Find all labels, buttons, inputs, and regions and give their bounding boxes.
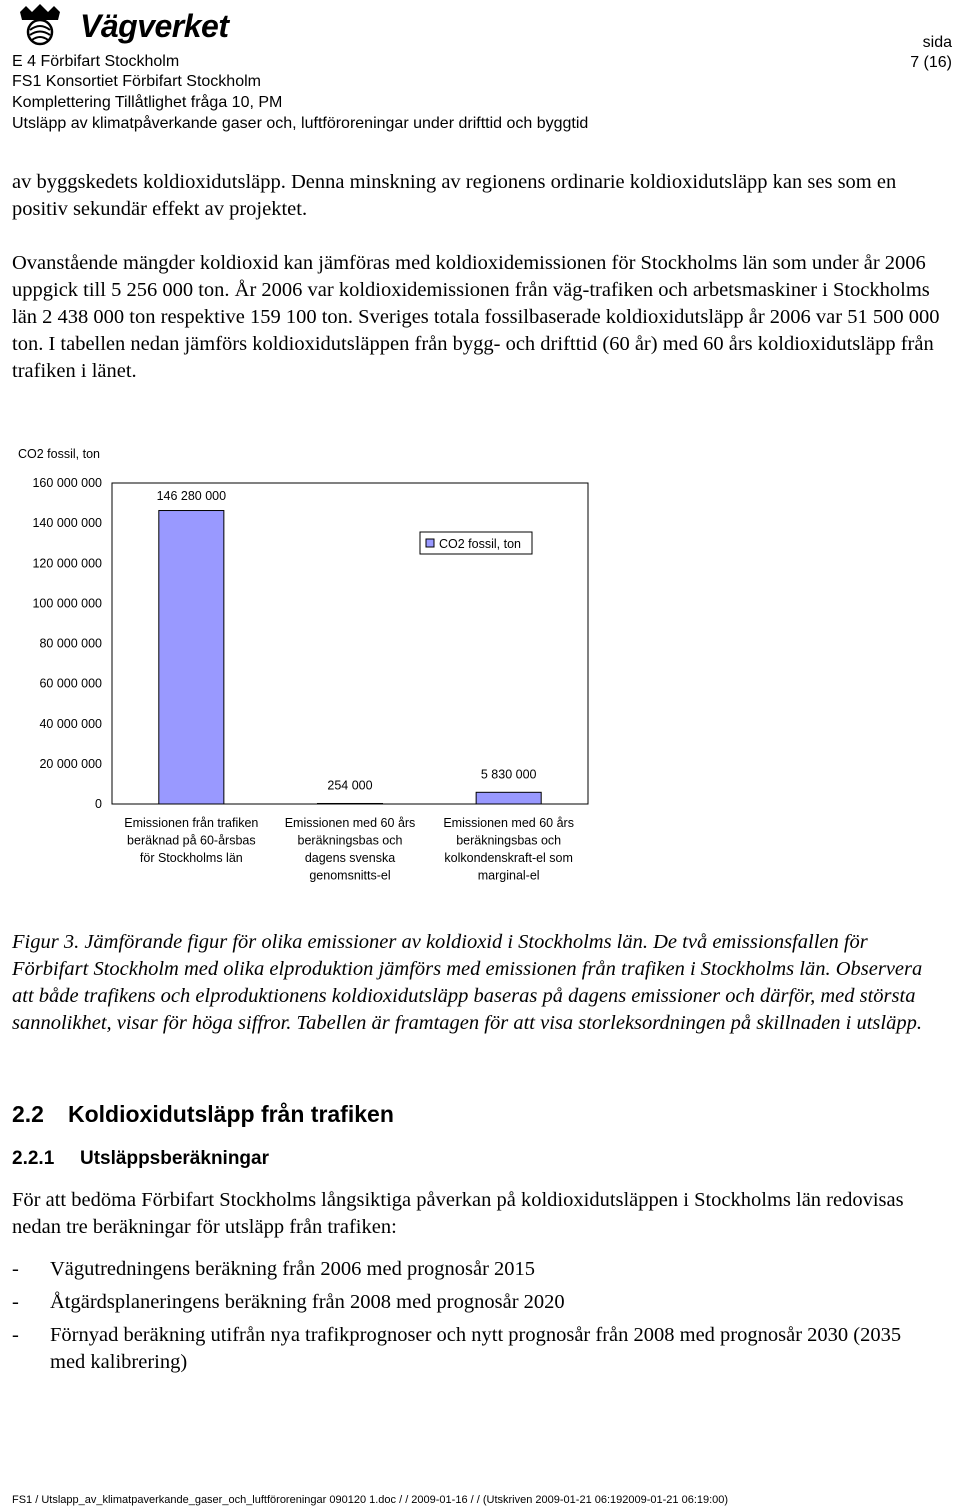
- category-label: Emissionen med 60 års: [284, 816, 416, 830]
- header-line-2: FS1 Konsortiet Förbifart Stockholm: [12, 73, 261, 90]
- category-label: för Stockholms län: [139, 851, 243, 865]
- bullet-marker: -: [12, 1324, 19, 1346]
- category-label: beräkningsbas och: [456, 833, 562, 848]
- logo-text: Vägverket: [80, 8, 229, 44]
- bar: [476, 792, 541, 804]
- bars: [159, 511, 541, 804]
- y-tick-label: 80 000 000: [39, 636, 102, 651]
- data-label: 5 830 000: [480, 767, 537, 782]
- category-label: dagens svenska: [304, 851, 396, 865]
- list-item: - Vägutredningens beräkning från 2006 med prognosår 2015: [12, 1256, 912, 1283]
- legend-swatch: [426, 539, 434, 547]
- section-number: 2.2: [12, 1101, 44, 1127]
- bullet-marker: -: [12, 1258, 19, 1280]
- subsection-title: Utsläppsberäkningar: [80, 1148, 269, 1169]
- vagverket-logo: [12, 2, 229, 50]
- data-label: 254 000: [327, 778, 373, 793]
- subsection-number: 2.2.1: [12, 1148, 55, 1169]
- page-label: sida: [922, 34, 952, 51]
- y-tick-label: 40 000 000: [39, 716, 102, 731]
- y-tick-label: 0: [95, 797, 102, 811]
- chart-title: CO2 fossil, ton: [18, 447, 100, 461]
- section-title: Koldioxidutsläpp från trafiken: [68, 1101, 394, 1127]
- data-label: 146 280 000: [156, 489, 227, 503]
- y-tick-label: 160 000 000: [32, 476, 102, 490]
- category-label: Emissionen med 60 års: [443, 816, 574, 830]
- bar: [159, 511, 224, 804]
- paragraph-1: av byggskedets koldioxidutsläpp. Denna minskning av regionens ordinarie koldioxidutsläpp kan ses som en positiv sekundär effekt av projektet.: [12, 171, 897, 220]
- list-item: - Åtgärdsplaneringens beräkning från 2008 med prognosår 2020: [12, 1289, 912, 1316]
- legend-label: CO2 fossil, ton: [439, 537, 521, 551]
- figure-caption: Figur 3. Jämförande figur för olika emissioner av koldioxid i Stockholms län. De två emissionsfallen för Förbifart Stockholm med olika elproduktion jämförs med emissionen från trafiken i Stockholms län. Observera att både trafikens och elproduktionens koldioxidutsläpp baseras på dagens emissioner och därför, med största sannolikhet, visar för höga siffror. Tabellen är framtagen för att visa storleksordningen på skillnaden i utsläpp.: [12, 931, 923, 1034]
- page-number: 7 (16): [910, 54, 952, 71]
- section-heading: [12, 1101, 394, 1128]
- co2-bar-chart: [0, 440, 960, 890]
- bar: [317, 803, 382, 804]
- category-label: beräknad på 60-årsbas: [127, 833, 256, 848]
- category-label: Emissionen från trafiken: [124, 816, 259, 830]
- y-tick-label: 100 000 000: [32, 596, 102, 611]
- header-line-4: Utsläpp av klimatpåverkande gaser och, luftföroreningar under drifttid och byggtid: [12, 115, 589, 132]
- page-footer: FS1 / Utslapp_av_klimatpaverkande_gaser_och_luftföroreningar 090120 1.doc / / 2009-01-16 / / (Utskriven 2009-01-21 06:192009-01-21 06:19:00): [12, 1494, 729, 1506]
- legend: [420, 532, 532, 554]
- category-label: beräkningsbas och: [297, 833, 403, 848]
- header-line-3: Komplettering Tillåtlighet fråga 10, PM: [12, 94, 283, 111]
- y-tick-label: 20 000 000: [39, 756, 102, 771]
- y-axis-ticks: [32, 476, 102, 811]
- list-item: - Förnyad beräkning utifrån nya trafikprognoser och nytt prognosår från 2008 med prognosår 2030 (2035 med kalibrering): [12, 1324, 902, 1373]
- bullet-marker: -: [12, 1291, 19, 1313]
- paragraph-2: Ovanstående mängder koldioxid kan jämföras med koldioxidemissionen för Stockholms län som under år 2006 uppgick till 5 256 000 ton. År 2006 var koldioxidemissionen från väg-trafiken och arbetsmaskiner i Stockholms län 2 438 000 ton respektive 159 100 ton. Sveriges totala fossilbaserade koldioxidutsläpp år 2006 var 51 500 000 ton. I tabellen nedan jämförs koldioxidutsläppen från bygg- och drifttid (60 år) med 60 års koldioxidutsläpp från trafiken i länet.: [12, 252, 940, 382]
- y-tick-label: 140 000 000: [32, 516, 102, 531]
- header-line-1: E 4 Förbifart Stockholm: [12, 53, 180, 70]
- category-label: genomsnitts-el: [309, 868, 391, 883]
- y-tick-label: 120 000 000: [32, 556, 102, 571]
- subsection-heading: [12, 1148, 269, 1170]
- intro-paragraph: För att bedöma Förbifart Stockholms långsiktiga påverkan på koldioxidutsläppen i Stockholms län redovisas nedan tre beräkningar för utsläpp från trafiken:: [12, 1189, 904, 1238]
- category-labels: [124, 816, 574, 883]
- category-label: kolkondenskraft-el som: [444, 851, 573, 865]
- category-label: marginal-el: [477, 868, 540, 883]
- crown-emblem-icon: [12, 2, 68, 50]
- y-tick-label: 60 000 000: [39, 676, 102, 691]
